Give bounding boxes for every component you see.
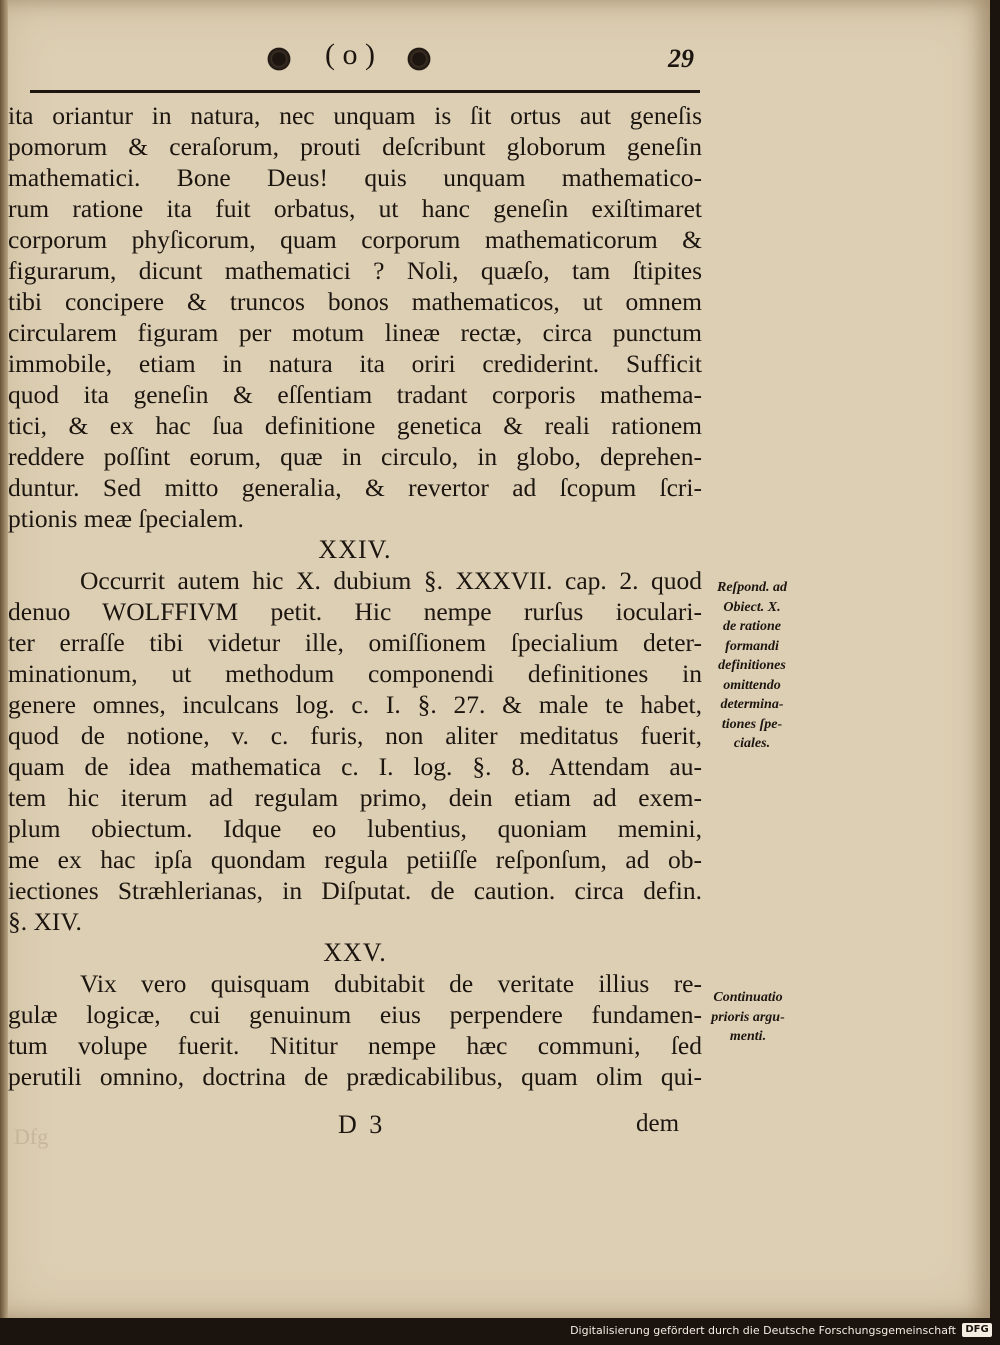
margin-line: prioris argu- xyxy=(711,1009,785,1025)
margin-line: tiones ſpe- xyxy=(721,716,783,732)
ornament-right-icon xyxy=(406,46,432,72)
footer-bar xyxy=(0,1318,1000,1345)
catchword: dem xyxy=(636,1110,680,1137)
text-line: quam de idea mathematica c. I. log. §. 8. Attendam au- xyxy=(8,752,702,781)
text-line: circularem figuram per motum lineæ rectæ, circa punctum xyxy=(8,318,702,347)
text-line: plum obiectum. Idque eo lubentius, quoniam memini, xyxy=(8,814,702,843)
signature-mark: D 3 xyxy=(338,1110,386,1139)
margin-line: Obiect. X. xyxy=(723,599,781,615)
section-heading-xxv: XXV. xyxy=(323,938,387,967)
dfg-logo[interactable]: DFG xyxy=(962,1323,992,1337)
text-line: Vix vero quisquam dubitabit de veritate illius re- xyxy=(80,969,702,998)
header-mark: ( o ) xyxy=(325,38,375,71)
text-line: reddere poſſint eorum, quæ in circulo, in globo, deprehen- xyxy=(8,442,702,471)
page-spine-shadow xyxy=(0,0,8,1318)
page-number: 29 xyxy=(668,44,694,73)
margin-line: ciales. xyxy=(733,736,771,751)
text-line: figurarum, dicunt mathematici ? Noli, quæſo, tam ſtipites xyxy=(8,256,702,285)
text-line: tum volupe fuerit. Nititur nempe hæc communi, ſed xyxy=(8,1031,702,1060)
text-line: minationum, ut methodum componendi definitiones in xyxy=(8,659,702,688)
ornament-left-icon xyxy=(266,46,292,72)
text-line: Occurrit autem hic X. dubium §. XXXVII. cap. 2. quod xyxy=(80,566,702,595)
text-line: duntur. Sed mitto generalia, & revertor ad ſcopum ſcri- xyxy=(8,473,702,502)
text-line: tici, & ex hac ſua definitione genetica & reali rationem xyxy=(8,411,702,440)
margin-line: Continuatio xyxy=(713,990,783,1005)
text-line: me ex hac ipſa quondam regula petiiſſe reſponſum, ad ob- xyxy=(8,845,702,874)
margin-line: determina- xyxy=(720,697,784,712)
text-line: immobile, etiam in natura ita oriri crediderint. Sufficit xyxy=(8,349,702,378)
text-line: denuo WOLFFIVM petit. Hic nempe rurſus ioculari- xyxy=(8,597,702,626)
text-line: tem hic iterum ad regulam primo, dein etiam ad exem- xyxy=(8,783,702,812)
margin-line: definitiones xyxy=(718,658,786,673)
funding-credit: Digitalisierung gefördert durch die Deutsche Forschungsgemeinschaft xyxy=(570,1324,956,1337)
running-header xyxy=(0,38,990,84)
text-line: §. XIV. xyxy=(8,907,82,936)
text-line: mathematici. Bone Deus! quis unquam mathematico- xyxy=(8,163,702,192)
body-text xyxy=(8,100,702,1092)
text-line: ita oriantur in natura, nec unquam is ſit ortus aut geneſis xyxy=(8,101,702,130)
text-line: tibi concipere & truncos bonos mathematicos, ut omnem xyxy=(8,287,702,316)
margin-line: de ratione xyxy=(723,619,781,634)
text-line: genere omnes, inculcans log. c. I. §. 27. & male te habet, xyxy=(8,690,702,719)
text-line: iectiones Stræhlerianas, in Diſputat. de caution. circa defin. xyxy=(8,876,702,905)
text-line: ptionis meæ ſpecialem. xyxy=(8,504,244,533)
text-line: quod de notione, v. c. furis, non aliter meditatus fuerit, xyxy=(8,721,702,750)
margin-note-xxv xyxy=(696,988,800,1047)
section-heading-xxiv: XXIV. xyxy=(318,535,392,564)
text-line: rum ratione ita fuit orbatus, ut hanc geneſin exiſtimaret xyxy=(8,194,702,223)
text-line: gulæ logicæ, cui genuinum eius perpendere fundamen- xyxy=(8,1000,702,1029)
margin-note-xxiv xyxy=(704,578,800,754)
margin-line: omittendo xyxy=(723,677,781,693)
margin-line: Reſpond. ad xyxy=(717,580,787,595)
margin-line: menti. xyxy=(729,1029,767,1044)
margin-line: formandi xyxy=(725,638,779,654)
text-line: pomorum & ceraſorum, prouti deſcribunt globorum geneſin xyxy=(8,132,702,161)
text-line: quod ita geneſin & eſſentiam tradant corporis mathema- xyxy=(8,380,702,409)
text-line: perutili omnino, doctrina de prædicabilibus, quam olim qui- xyxy=(8,1062,702,1091)
text-line: corporum phyſicorum, quam corporum mathematicorum & xyxy=(8,225,702,254)
text-line: ter erraſſe tibi videtur ille, omiſſionem ſpecialium deter- xyxy=(8,628,702,657)
header-rule xyxy=(30,90,700,93)
bleed-through-text: Dfg xyxy=(14,1124,49,1149)
